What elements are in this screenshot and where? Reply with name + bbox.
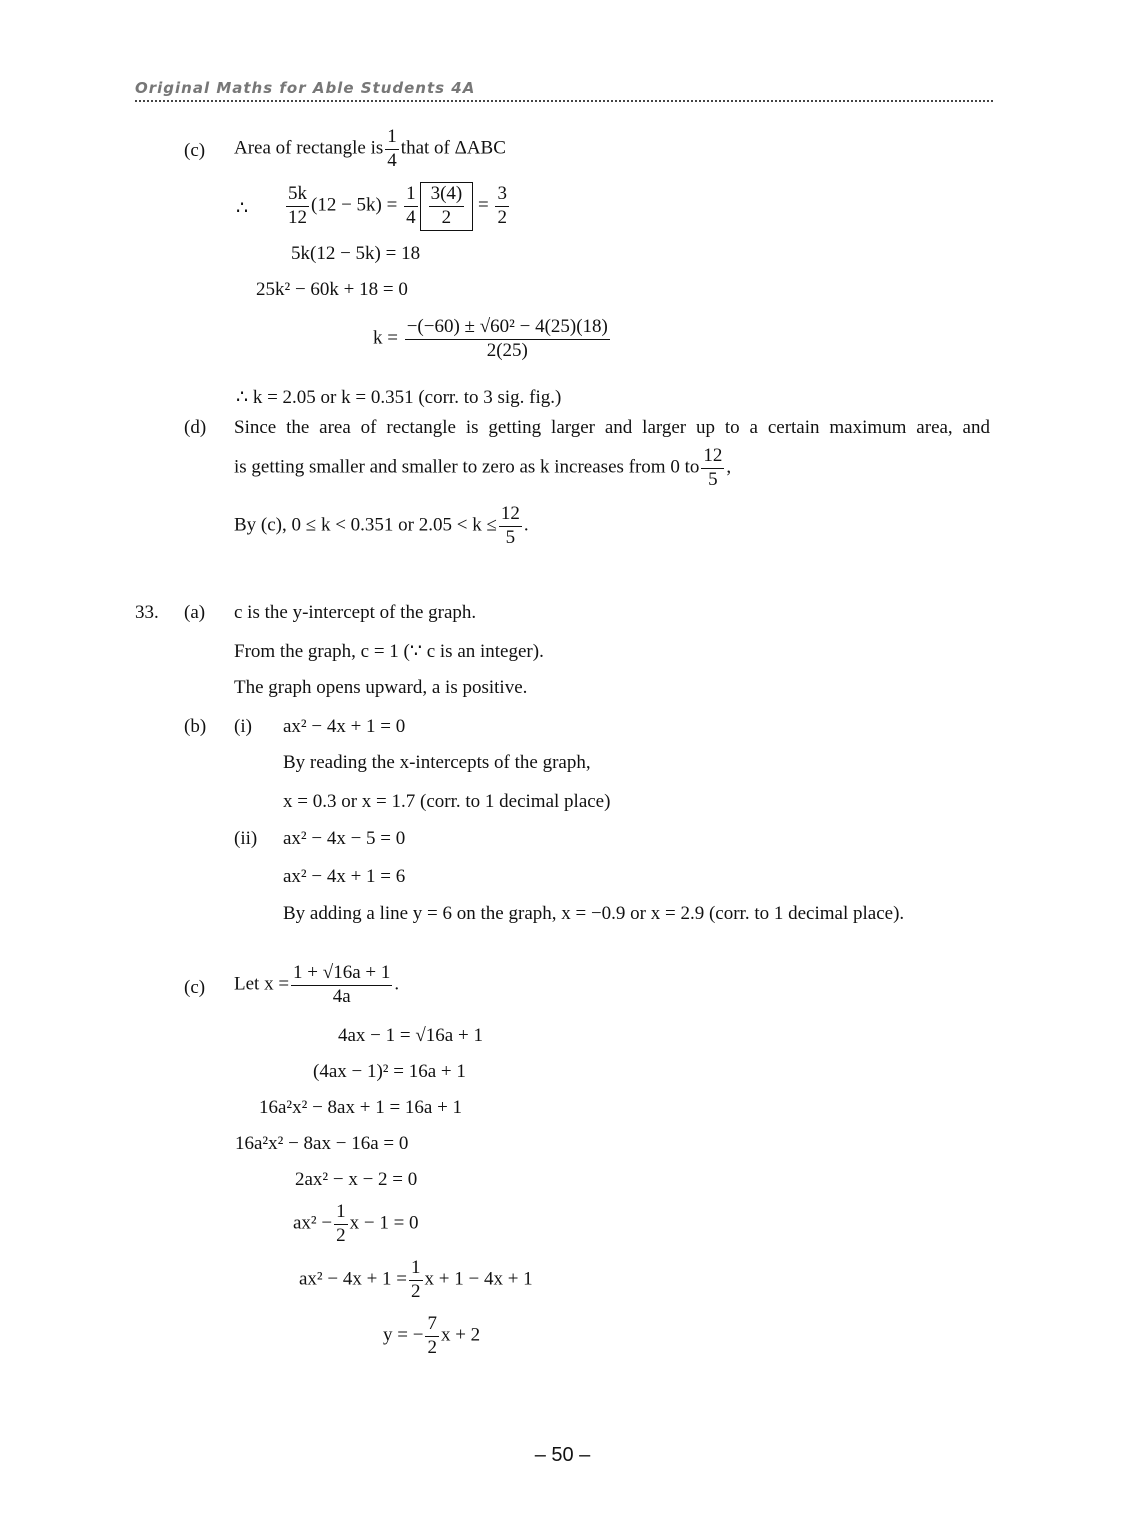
- equation-step-2: 5k(12 − 5k) = 18: [291, 243, 421, 264]
- fraction-1-2: [334, 1201, 348, 1248]
- q33-b-label: (b): [184, 716, 207, 737]
- part-d-label: (d): [184, 417, 207, 438]
- fraction-numerator: 3: [495, 183, 509, 207]
- part-c-label: (c): [184, 140, 206, 161]
- q33-c-step-8: [383, 1313, 480, 1360]
- fraction-1-2: [409, 1257, 423, 1304]
- q33-b-ii-label: (ii): [234, 828, 258, 849]
- part-c-intro: [234, 126, 506, 173]
- equation-middle: (12 − 5k) =: [311, 194, 398, 216]
- q33-a-line-2: From the graph, c = 1 (∵ c is an integer).: [234, 641, 544, 662]
- q33-c-step-2: (4ax − 1)² = 16a + 1: [313, 1061, 466, 1082]
- let-fraction: [291, 962, 392, 1009]
- part-d-line-1: Since the area of rectangle is getting larger and larger up to a certain maximum area, and: [234, 417, 990, 438]
- part-d-line-3: [234, 503, 529, 550]
- q33-b-i-line-1: ax² − 4x + 1 = 0: [283, 716, 406, 737]
- quadratic-formula: [373, 316, 612, 363]
- formula-lhs: k =: [373, 327, 398, 349]
- equals-sign: =: [478, 194, 489, 216]
- q33-c-let: [234, 962, 399, 1009]
- fraction-numerator: 12: [499, 503, 522, 527]
- q33-c-step-4: 16a²x² − 8ax − 16a = 0: [235, 1133, 409, 1154]
- intro-text-before: Area of rectangle is: [234, 137, 384, 159]
- q33-b-i-label: (i): [234, 716, 252, 737]
- q33-c-step-6: [293, 1201, 419, 1248]
- step-8-a: y = −: [383, 1324, 424, 1346]
- running-header: Original Maths for Able Students 4A: [135, 78, 993, 102]
- quadratic-fraction: [405, 316, 610, 363]
- q33-a-label: (a): [184, 602, 206, 623]
- fraction-denominator: 5: [708, 468, 718, 490]
- step-8-b: x + 2: [440, 1324, 481, 1346]
- part-d-line-2: [234, 445, 731, 492]
- fraction-denominator: 2: [441, 206, 452, 228]
- fraction-denominator: 2(25): [486, 339, 528, 361]
- line-3-end: .: [523, 514, 529, 536]
- fraction-12-5: [499, 503, 522, 550]
- fraction-denominator: 4: [406, 206, 416, 228]
- q33-c-step-7: [299, 1257, 533, 1304]
- let-end: .: [394, 973, 400, 995]
- q33-b-ii-line-1: ax² − 4x − 5 = 0: [283, 828, 406, 849]
- line-2-end: ,: [726, 456, 732, 478]
- q33-b-ii-line-2: ax² − 4x + 1 = 6: [283, 866, 406, 887]
- fraction-denominator: 2: [497, 206, 507, 228]
- intro-text-after: that of ΔABC: [400, 137, 506, 159]
- equation-area: [284, 182, 511, 231]
- fraction-12-5: [701, 445, 724, 492]
- fraction-denominator: 2: [411, 1280, 421, 1302]
- fraction-5k-12: [286, 183, 309, 230]
- fraction-7-2: [425, 1313, 439, 1360]
- fraction-denominator: 12: [288, 206, 307, 228]
- step-6-b: x − 1 = 0: [349, 1212, 419, 1234]
- fraction-numerator: 1 + √16a + 1: [291, 962, 392, 986]
- fraction-denominator: 2: [336, 1224, 346, 1246]
- step-7-a: ax² − 4x + 1 =: [299, 1268, 408, 1290]
- q33-b-ii-line-3: By adding a line y = 6 on the graph, x = −0.9 or x = 2.9 (corr. to 1 decimal place).: [283, 903, 905, 924]
- fraction-3-2: [495, 183, 509, 230]
- fraction-numerator: 5k: [286, 183, 309, 207]
- line-2-text: is getting smaller and smaller to zero as k increases from 0 to: [234, 456, 700, 478]
- q33-a-line-3: The graph opens upward, a is positive.: [234, 677, 528, 698]
- fraction-numerator: 7: [425, 1313, 439, 1337]
- fraction-numerator: −(−60) ± √60² − 4(25)(18): [405, 316, 610, 340]
- let-text: Let x =: [234, 973, 290, 995]
- bracket-group: [420, 182, 474, 231]
- fraction-numerator: 12: [701, 445, 724, 469]
- fraction-numerator: 1: [334, 1201, 348, 1225]
- question-number: 33.: [135, 602, 159, 623]
- q33-b-i-line-3: x = 0.3 or x = 1.7 (corr. to 1 decimal place): [283, 791, 611, 812]
- fraction-numerator: 1: [404, 183, 418, 207]
- fraction-denominator: 4: [387, 149, 397, 171]
- fraction-denominator: 4a: [332, 985, 351, 1007]
- fraction-denominator: 2: [427, 1336, 437, 1358]
- fraction-one-quarter: [385, 126, 399, 173]
- fraction-numerator: 1: [385, 126, 399, 150]
- page-number: – 50 –: [534, 1444, 591, 1466]
- q33-c-step-3: 16a²x² − 8ax + 1 = 16a + 1: [259, 1097, 463, 1118]
- equation-step-3: 25k² − 60k + 18 = 0: [256, 279, 408, 300]
- q33-c-step-5: 2ax² − x − 2 = 0: [295, 1169, 418, 1190]
- fraction-3-4-over-2: [429, 183, 465, 230]
- q33-c-step-1: 4ax − 1 = √16a + 1: [338, 1025, 483, 1046]
- q33-b-i-line-2: By reading the x-intercepts of the graph,: [283, 752, 591, 773]
- fraction-numerator: 3(4): [429, 183, 465, 207]
- fraction-denominator: 5: [505, 526, 516, 548]
- step-7-b: x + 1 − 4x + 1: [424, 1268, 533, 1290]
- line-3-text: By (c), 0 ≤ k < 0.351 or 2.05 < k ≤: [234, 514, 497, 536]
- step-6-a: ax² −: [293, 1212, 333, 1234]
- q33-a-line-1: c is the y-intercept of the graph.: [234, 602, 477, 623]
- therefore-symbol: ∴: [236, 198, 249, 219]
- fraction-1-4: [404, 183, 418, 230]
- fraction-numerator: 1: [409, 1257, 423, 1281]
- q33-c-label: (c): [184, 977, 206, 998]
- part-c-result: ∴ k = 2.05 or k = 0.351 (corr. to 3 sig. fig.): [236, 387, 562, 408]
